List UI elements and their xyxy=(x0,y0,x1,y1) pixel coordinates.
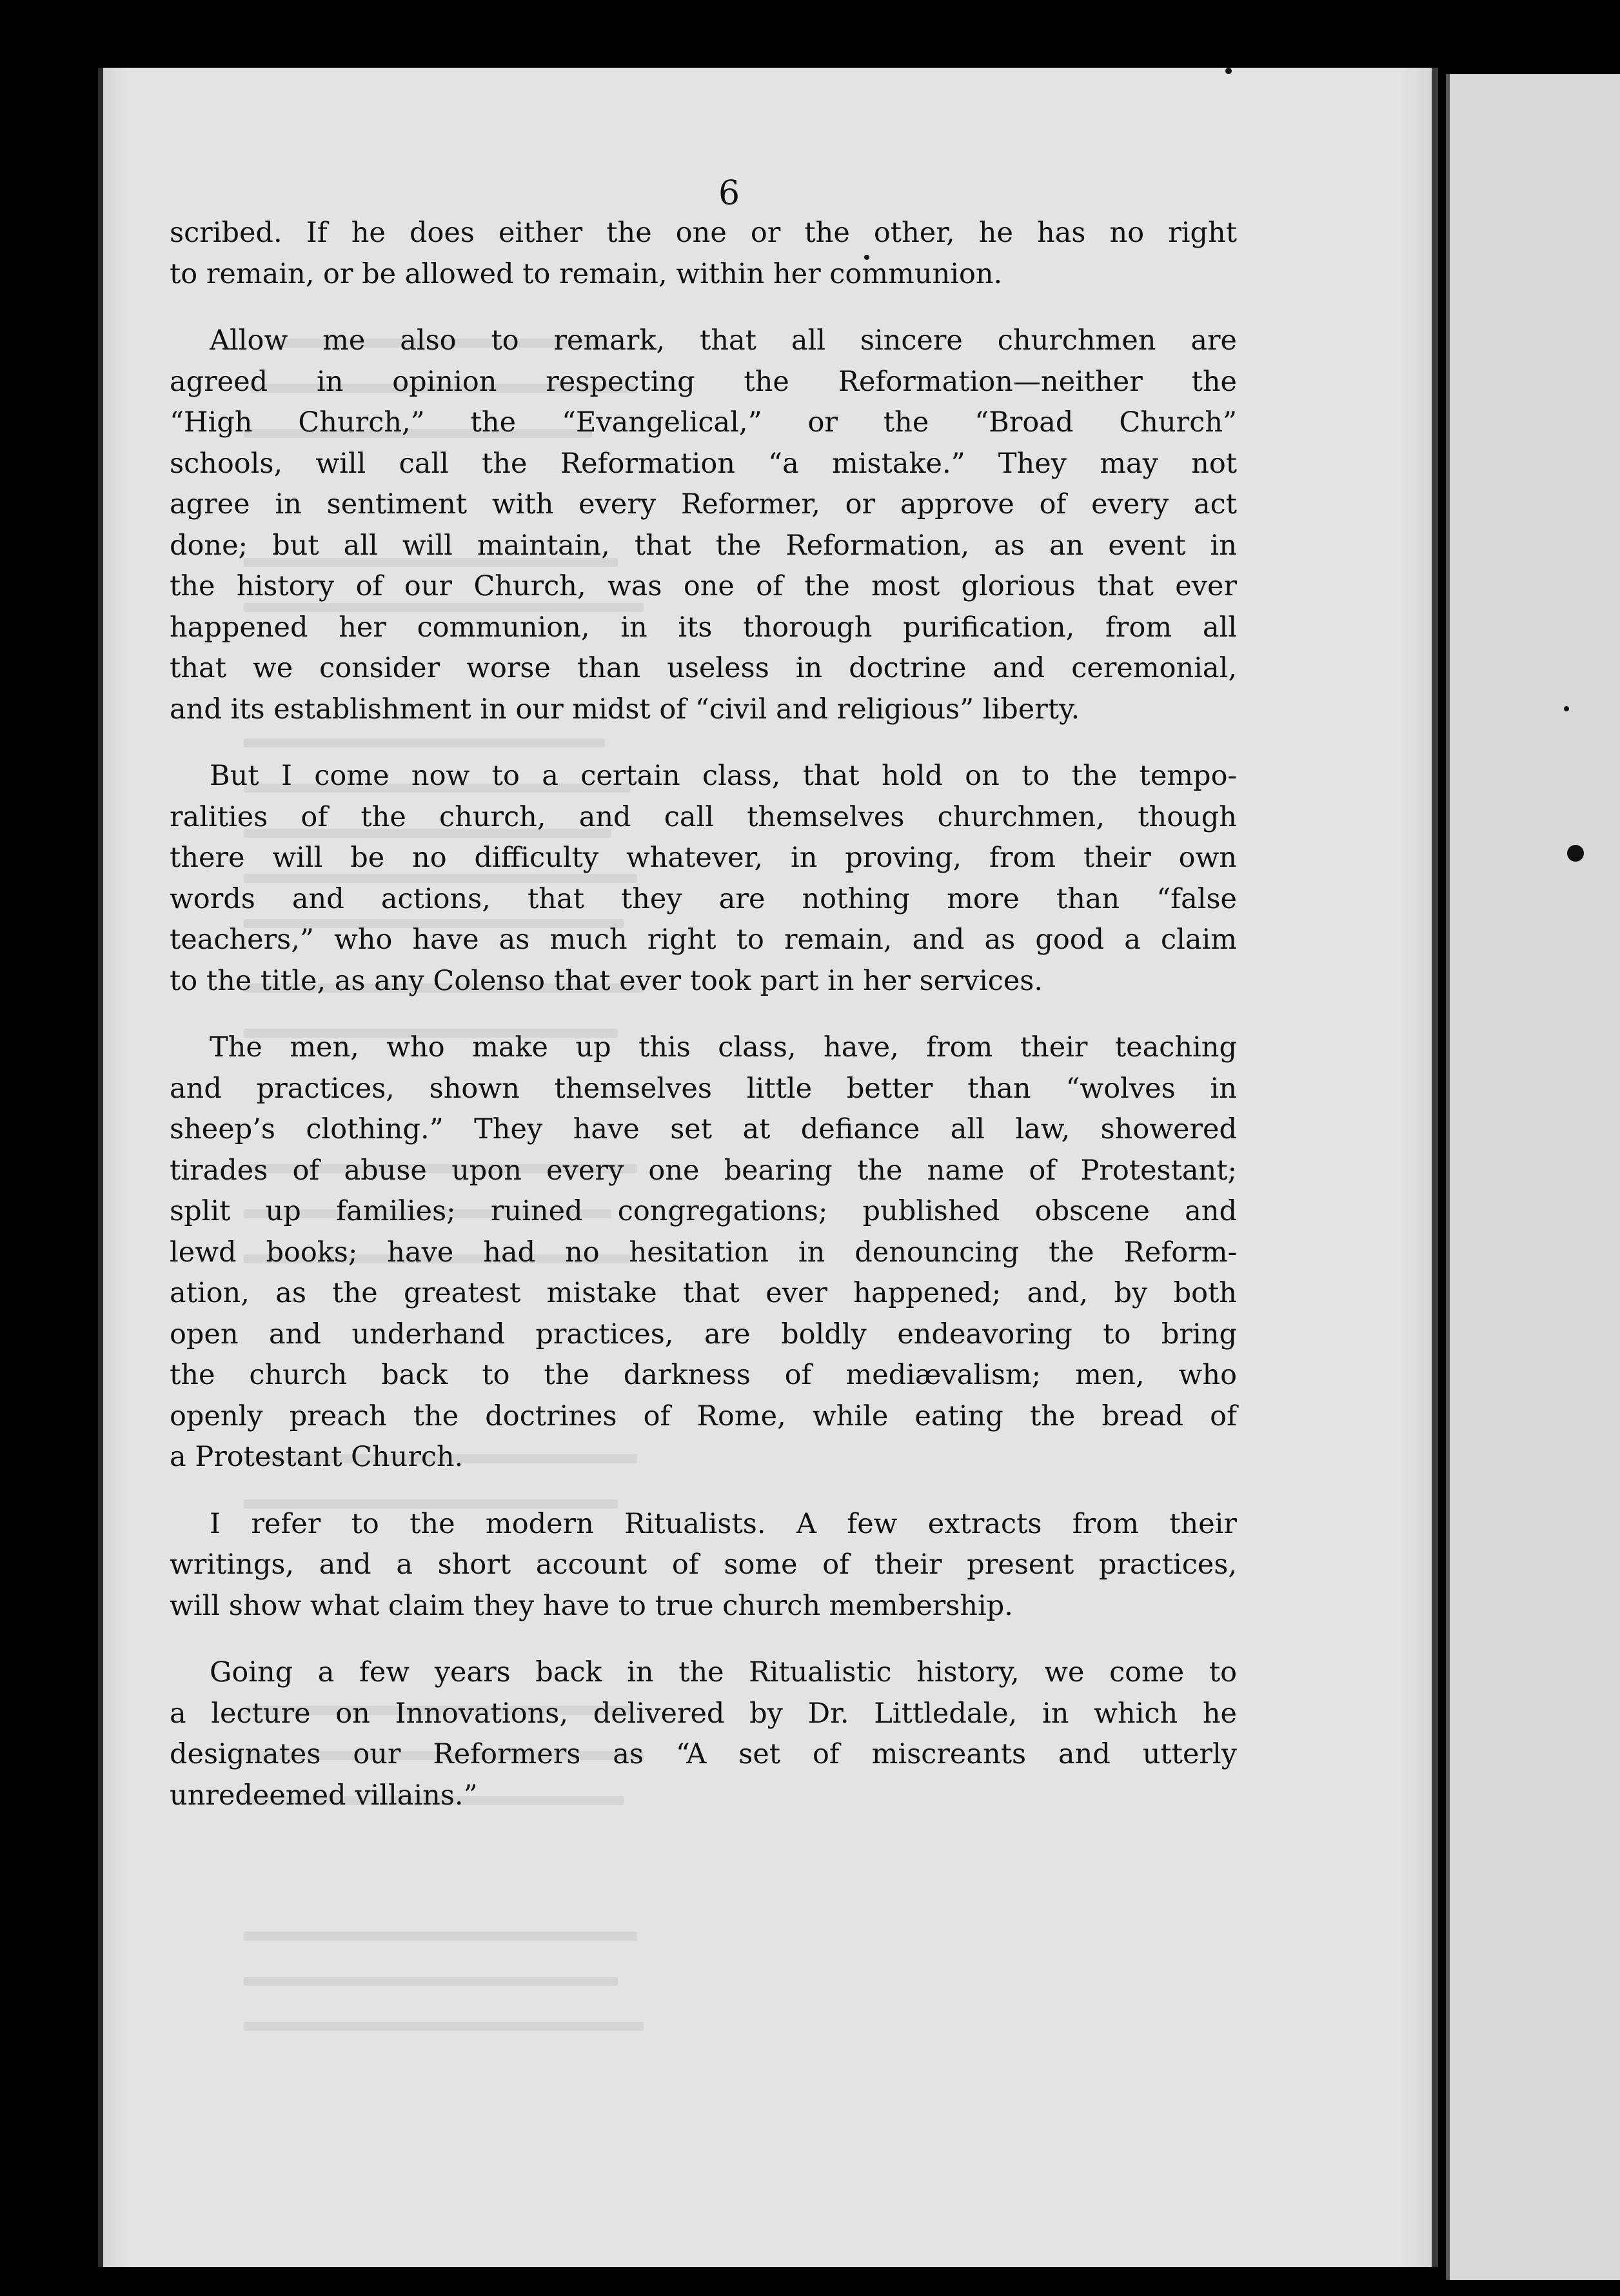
text-line: agree in sentiment with every Reformer, or approve of every act xyxy=(170,488,1237,520)
text-line: split up families; ruined congregations; published obscene and xyxy=(170,1195,1237,1227)
text-line: done; but all will maintain, that the Reformation, as an event in xyxy=(170,529,1237,562)
paragraph xyxy=(170,321,1237,730)
text-line: openly preach the doctrines of Rome, while eating the bread of xyxy=(170,1400,1237,1432)
paragraph xyxy=(170,1027,1237,1478)
paragraph xyxy=(170,213,1237,295)
text-line: a Protestant Church. xyxy=(170,1441,464,1473)
text-line: and practices, shown themselves little better than “wolves in xyxy=(170,1072,1237,1105)
ink-speck xyxy=(1564,706,1569,711)
text-line: teachers,” who have as much right to remain, and as good a claim xyxy=(170,924,1237,956)
text-line: schools, will call the Reformation “a mistake.” They may not xyxy=(170,447,1237,480)
text-line: to the title, as any Colenso that ever took part in her services. xyxy=(170,964,1043,997)
paragraph xyxy=(170,756,1237,1002)
paragraph xyxy=(170,1504,1237,1627)
text-line: unredeemed villains.” xyxy=(170,1779,478,1812)
paragraph xyxy=(170,1652,1237,1816)
text-line: “High Church,” the “Evangelical,” or the “Broad Church” xyxy=(170,406,1237,439)
text-line: and its establishment in our midst of “civil and religious” liberty. xyxy=(170,693,1080,726)
adjacent-page-edge xyxy=(1446,74,1620,2280)
text-line: will show what claim they have to true church membership. xyxy=(170,1589,1013,1622)
text-line: The men, who make up this class, have, from their teaching xyxy=(210,1031,1237,1064)
text-line: scribed. If he does either the one or the other, he has no right xyxy=(170,217,1237,249)
text-line: Allow me also to remark, that all sincere churchmen are xyxy=(210,324,1237,357)
ink-speck xyxy=(1225,68,1232,74)
body-text xyxy=(170,213,1237,1842)
text-line: I refer to the modern Ritualists. A few extracts from their xyxy=(210,1507,1237,1540)
text-line: agreed in opinion respecting the Reformation—neither the xyxy=(170,365,1237,398)
text-line: words and actions, that they are nothing more than “false xyxy=(170,882,1237,915)
text-line: to remain, or be allowed to remain, within her communion. xyxy=(170,257,1003,290)
text-line: that we consider worse than useless in doctrine and ceremonial, xyxy=(170,652,1237,684)
text-line: sheep’s clothing.” They have set at defiance all law, showered xyxy=(170,1113,1237,1145)
text-line: the church back to the darkness of mediævalism; men, who xyxy=(170,1359,1237,1391)
text-line: open and underhand practices, are boldly endeavoring to bring xyxy=(170,1318,1237,1351)
text-line: happened her communion, in its thorough purification, from all xyxy=(170,611,1237,644)
page-number: 6 xyxy=(718,174,740,213)
text-line: there will be no difficulty whatever, in proving, from their own xyxy=(170,842,1237,874)
text-line: writings, and a short account of some of their present practices, xyxy=(170,1549,1237,1581)
text-line: tirades of abuse upon every one bearing the name of Protestant; xyxy=(170,1154,1237,1187)
text-line: the history of our Church, was one of the most glorious that ever xyxy=(170,570,1237,602)
text-line: designates our Reformers as “A set of miscreants and utterly xyxy=(170,1738,1237,1770)
text-line: a lecture on Innovations, delivered by Dr. Littledale, in which he xyxy=(170,1697,1237,1730)
text-line: Going a few years back in the Ritualistic history, we come to xyxy=(210,1656,1237,1688)
text-line: ralities of the church, and call themselves churchmen, though xyxy=(170,800,1237,833)
text-line: But I come now to a certain class, that hold on to the tempo- xyxy=(210,760,1237,792)
text-line: ation, as the greatest mistake that ever happened; and, by both xyxy=(170,1277,1237,1309)
ink-speck xyxy=(1567,845,1584,862)
text-line: lewd books; have had no hesitation in denouncing the Reform- xyxy=(170,1236,1237,1269)
